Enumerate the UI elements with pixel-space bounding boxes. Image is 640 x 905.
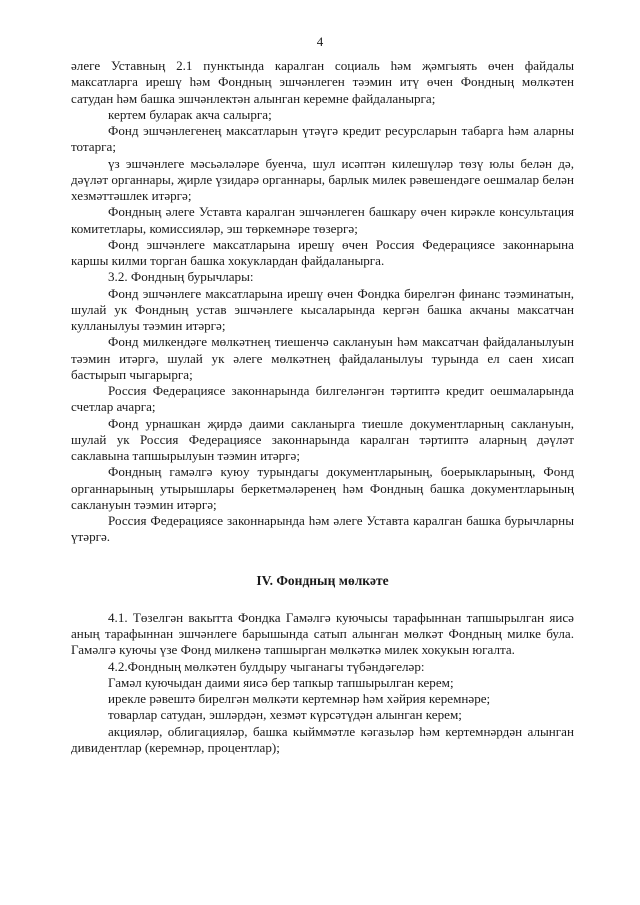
paragraph: Фонд эшчәнлеге максатларына ирешү өчен Фондка бирелгән финанс тәэминатын, шулай ук Фондның устав эшчәнлеге кысаларында кергән башка акчаны максатчан кулланылуы тәэмин итәргә; [71, 285, 574, 333]
paragraph: Россия Федерациясе законнарында билгеләнгән тәртиптә кредит оешмаларында счетлар ачарга; [71, 383, 574, 415]
paragraph: Фонд милкендәге мөлкәтнең тиешенчә саклануын һәм максатчан файдаланылуын тәэмин итәргә, шулай ук әлеге мөлкәтнең файдаланылуы турында ел саен хисап бастырып чыгарырга; [71, 334, 574, 382]
paragraph: 4.1. Төзелгән вакытта Фондка Гамәлгә куючысы тарафыннан тапшырылган яисә аның тарафыннан эшчәнлеге барышында сатып алынган мөлкәт Фондның милке була. Гамәлгә куючы үзе Фонд милкенә тапшырган мөлкәткә милек хокукын югалта. [71, 609, 574, 658]
section-heading: IV. Фондның мөлкәте [256, 572, 389, 588]
paragraph: Фондның әлеге Уставта каралган эшчәнлеген башкару өчен кирәкле консультация комитетлары, комиссияләр, эш төркемнәре төзергә; [71, 204, 574, 236]
paragraph: әлеге Уставның 2.1 пунктында каралган социаль һәм җәмгыять өчен файдалы максатларга ирешү һәм Фондның эшчәнлеген тәэмин итү өчен Фондның мөлкәтен сатудан һәм башка эшчәнлектән алынган керемне файдаланырга; [71, 58, 574, 106]
clause-heading: 3.2. Фондның бурычлары: [108, 269, 254, 285]
paragraph: ирекле рәвештә бирелгән мөлкәти кертемнәр һәм хәйрия керемнәре; [108, 691, 491, 706]
paragraph: Фонд урнашкан җирдә даими сакланырга тиешле документларның саклануын, шулай ук Россия Федерациясе законнарында каралган тәртиптә аларның дәүләт саклавына тапшырылуын тәэмин итәргә; [71, 415, 574, 463]
paragraph: Россия Федерациясе законнарында һәм әлеге Уставта каралган башка бурычларны үтәргә. [71, 513, 574, 545]
paragraph: үз эшчәнлеге мәсьәләләре буенча, шул исәптән килешүләр төзү юлы белән дә, дәүләт органнары, җирле үзидарә органнары, барлык милек рәвешендәге оешмалар белән хезмәттәшлек итәргә; [71, 155, 574, 203]
document-body [71, 58, 574, 756]
clause-heading: 4.2.Фондның мөлкәтен булдыру чыганагы түбәндәгеләр: [108, 658, 425, 674]
paragraph: Фонд эшчәнлегенең максатларын үтәүгә кредит ресурсларын табарга һәм аларны тотарга; [71, 123, 574, 155]
paragraph: Фондның гамәлгә куюу турындагы документларының, боерыкларының, Фонд органнарының утырышлары беркетмәләренең һәм Фондның башка документларының саклануын тәэмин итәргә; [71, 464, 574, 512]
paragraph: кертем буларак акча салырга; [108, 106, 272, 122]
paragraph: Фонд эшчәнлеге максатларына ирешү өчен Россия Федерациясе законнарына каршы килми торган башка хокуклардан файдаланырга. [71, 236, 574, 268]
page-number: 4 [316, 34, 324, 49]
paragraph: товарлар сатудан, эшләрдән, хезмәт күрсәтүдән алынган керем; [108, 707, 462, 723]
paragraph: Гамәл куючыдан даими яисә бер тапкыр тапшырылган керем; [108, 674, 454, 690]
paragraph: акцияләр, облигацияләр, башка кыйммәтле кәгазьләр һәм кертемнәрдән алынган дивидентлар (керемнәр, процентлар); [71, 723, 574, 755]
